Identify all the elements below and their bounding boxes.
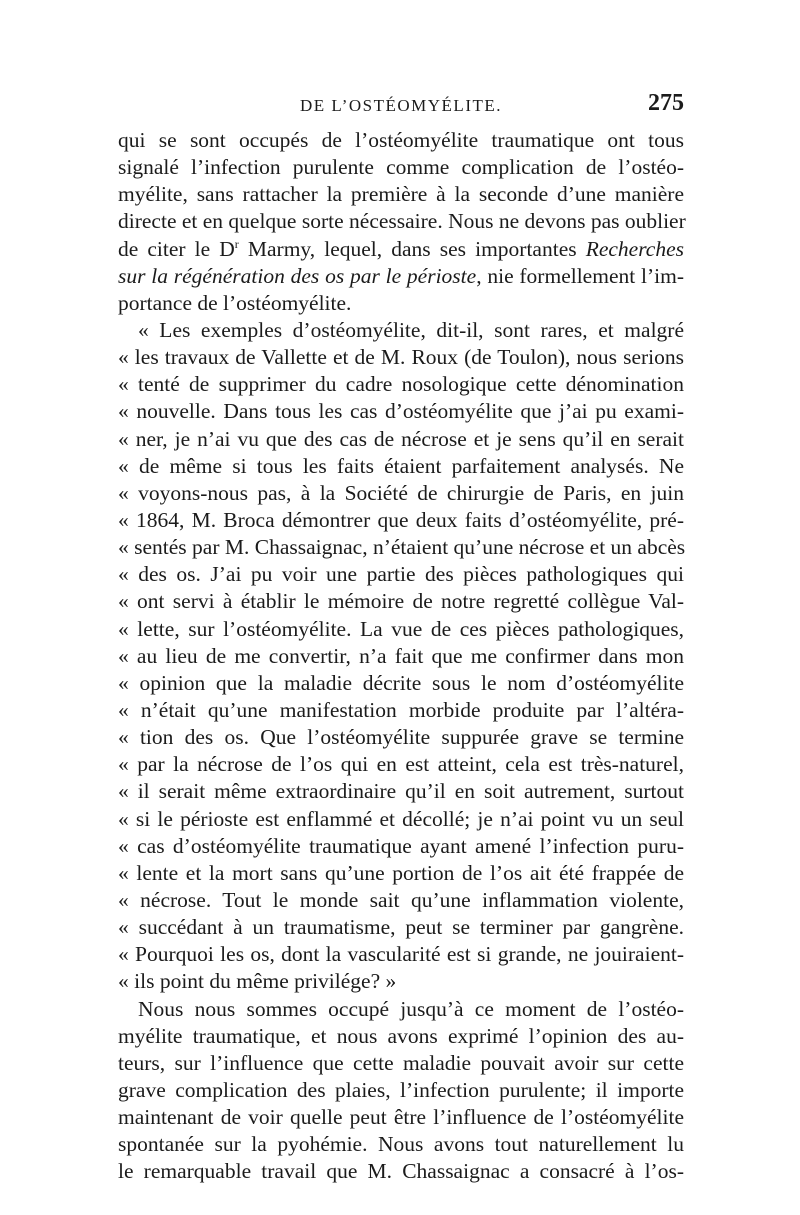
text-line (118, 751, 684, 778)
text-line (118, 1023, 684, 1050)
text-line (118, 534, 684, 561)
line-text: « voyons-nous pas, à la Société de chirurgie de Paris, en juin (118, 480, 684, 505)
text-line (118, 724, 684, 751)
text-line (118, 127, 684, 154)
line-text: « 1864, M. Broca démontrer que deux faits d’ostéomyélite, pré- (118, 507, 684, 532)
line-text: « nouvelle. Dans tous les cas d’ostéomyélite que j’ai pu exami- (118, 399, 684, 424)
line-text: « lente et la mort sans qu’une portion de l’os ait été frappée de (118, 860, 684, 885)
line-text: « les travaux de Vallette et de M. Roux (de Toulon), nous serions (118, 345, 684, 370)
italic-title: Recherches (585, 236, 684, 261)
line-text: « ils point du même privilége? » (118, 969, 397, 994)
line-text: de citer le D (118, 236, 235, 261)
text-line (118, 588, 684, 615)
text-line (118, 480, 684, 507)
line-text: « par la nécrose de l’os qui en est atteint, cela est très-naturel, (118, 752, 684, 777)
text-line (118, 181, 684, 208)
text-line (118, 426, 684, 453)
line-text: « sentés par M. Chassaignac, n’étaient qu’une nécrose et un abcès (118, 535, 686, 560)
line-text: « Pourquoi les os, dont la vascularité est si grande, ne jouiraient- (118, 942, 684, 967)
line-text: « de même si tous les faits étaient parfaitement analysés. Ne (118, 453, 684, 478)
text-line (118, 968, 684, 995)
line-text: « nécrose. Tout le monde sait qu’une inflammation violente, (118, 887, 684, 912)
line-text: myélite, sans rattacher la première à la seconde d’une manière (118, 182, 684, 207)
line-text: « ner, je n’ai vu que des cas de nécrose et je sens qu’il en serait (118, 426, 684, 451)
line-text: maintenant de voir quelle peut être l’influence de l’ostéomyélite (118, 1105, 684, 1130)
line-text: , nie formellement l’im- (476, 263, 684, 288)
italic-title: sur la régénération des os par le périoste (118, 263, 477, 288)
text-line (118, 371, 684, 398)
line-text: myélite traumatique, et nous avons exprimé l’opinion des au- (118, 1023, 684, 1048)
text-line (118, 670, 684, 697)
line-text: grave complication des plaies, l’infection purulente; il importe (118, 1077, 684, 1102)
line-text: « succédant à un traumatisme, peut se terminer par gangrène. (118, 915, 684, 940)
line-text: Marmy, lequel, dans ses importantes (238, 236, 586, 261)
superscript: r (234, 236, 239, 251)
body-text (118, 127, 684, 1185)
line-text: directe et en quelque sorte nécessaire. Nous ne devons pas oublier (118, 209, 686, 234)
line-text: « n’était qu’une manifestation morbide produite par l’altéra- (118, 697, 684, 722)
text-line (118, 887, 684, 914)
line-text: « cas d’ostéomyélite traumatique ayant amené l’infection puru- (118, 833, 684, 858)
line-text: « Les exemples d’ostéomyélite, dit-il, sont rares, et malgré (138, 317, 684, 342)
text-line (118, 398, 684, 425)
text-line (118, 1050, 684, 1077)
running-head (118, 90, 684, 126)
text-line (118, 561, 684, 588)
text-line (118, 914, 684, 941)
line-text: « si le périoste est enflammé et décollé; je n’ai point vu un seul (118, 806, 684, 831)
text-line (118, 317, 684, 344)
line-text: le remarquable travail que M. Chassaignac a consacré à l’os- (118, 1159, 684, 1184)
page-number: 275 (648, 90, 684, 116)
line-text: teurs, sur l’influence que cette maladie pouvait avoir sur cette (118, 1050, 684, 1075)
text-line (118, 778, 684, 805)
text-line (118, 996, 684, 1023)
line-text: « opinion que la maladie décrite sous le nom d’ostéomyélite (118, 670, 684, 695)
line-text: spontanée sur la pyohémie. Nous avons tout naturellement lu (118, 1132, 684, 1157)
line-text: « tenté de supprimer du cadre nosologique cette dénomination (118, 372, 684, 397)
text-line (118, 833, 684, 860)
text-line (118, 154, 684, 181)
line-text: « lette, sur l’ostéomyélite. La vue de ces pièces pathologiques, (118, 616, 684, 641)
running-title: DE L’OSTÉOMYÉLITE. (299, 96, 502, 115)
line-text: signalé l’infection purulente comme complication de l’ostéo- (118, 155, 684, 180)
line-text: « des os. J’ai pu voir une partie des pièces pathologiques qui (118, 562, 684, 587)
text-line (118, 643, 684, 670)
text-line (118, 290, 684, 317)
text-line (118, 263, 684, 290)
text-line (118, 1158, 684, 1185)
line-text: portance de l’ostéomyélite. (118, 290, 352, 315)
line-text: « tion des os. Que l’ostéomyélite suppurée grave se termine (118, 725, 684, 750)
text-line (118, 1131, 684, 1158)
text-line (118, 1077, 684, 1104)
text-line (118, 344, 684, 371)
text-line (118, 697, 684, 724)
line-text: « il serait même extraordinaire qu’il en soit autrement, surtout (118, 779, 684, 804)
text-line (118, 236, 684, 263)
text-line (118, 1104, 684, 1131)
text-line (118, 941, 684, 968)
line-text: « ont servi à établir le mémoire de notre regretté collègue Val- (118, 589, 684, 614)
line-text: Nous nous sommes occupé jusqu’à ce moment de l’ostéo- (138, 996, 684, 1021)
text-line (118, 806, 684, 833)
line-text: qui se sont occupés de l’ostéomyélite traumatique ont tous (118, 128, 684, 152)
text-line (118, 453, 684, 480)
text-line (118, 616, 684, 643)
text-line (118, 507, 684, 534)
text-line (118, 860, 684, 887)
text-line (118, 208, 684, 235)
line-text: « au lieu de me convertir, n’a fait que me confirmer dans mon (118, 643, 684, 668)
